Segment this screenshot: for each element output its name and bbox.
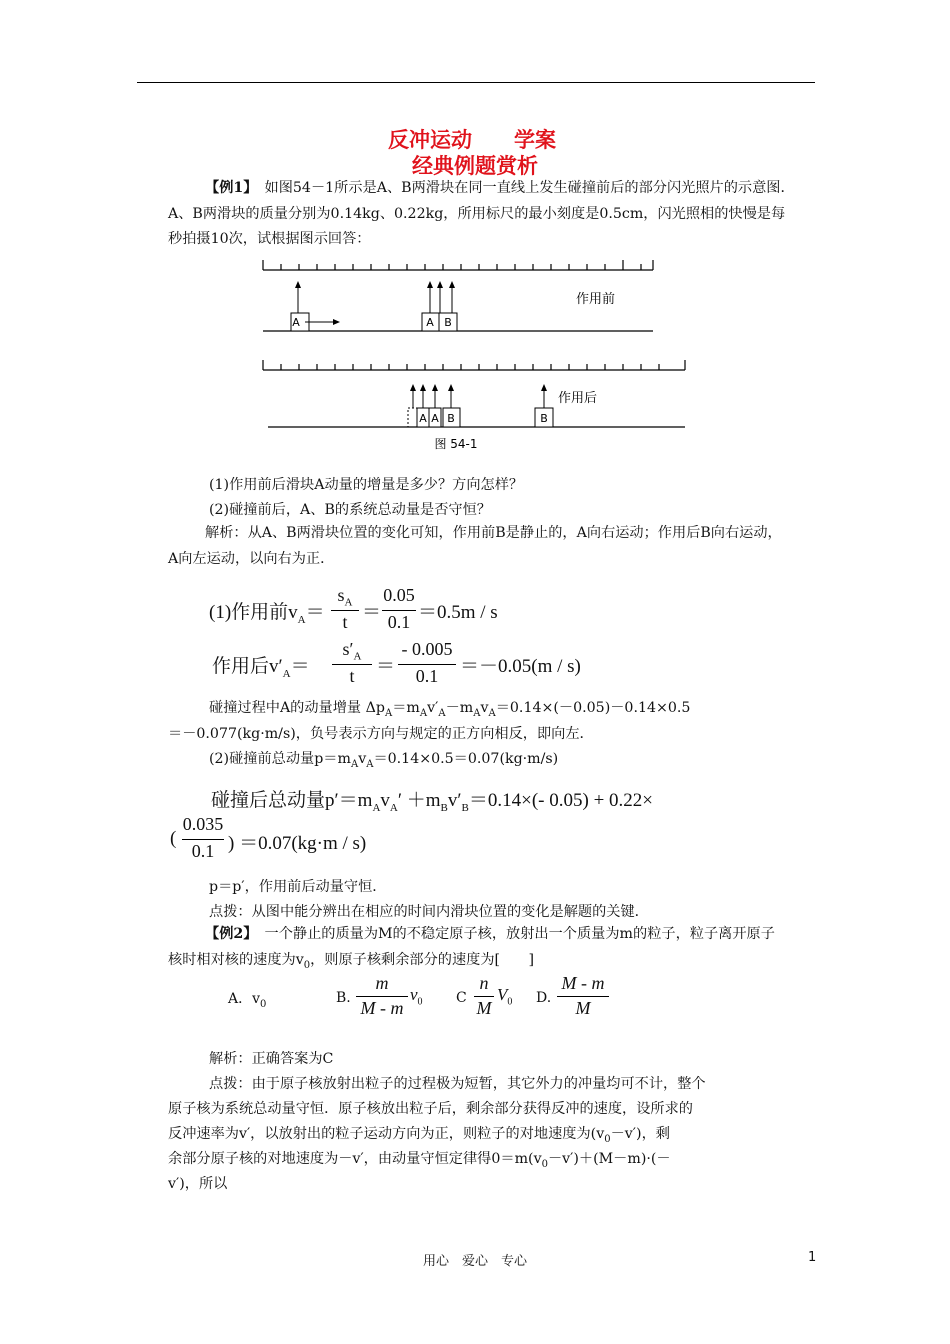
header-rule bbox=[137, 82, 815, 83]
total-before: (2)碰撞前总动量$p=m_Av_A=0.14\times 0.5=0.07(kg\cdot m/s)$ bbox=[209, 751, 559, 770]
eq1-eq2: ＝ bbox=[362, 602, 382, 623]
block-a-after-label-2: A bbox=[431, 412, 439, 425]
total-after-result: ) ＝0.07(kg·m / s) bbox=[228, 833, 367, 854]
block-b-after-label-2: B bbox=[540, 412, 548, 425]
total-after-num: 0.035 bbox=[182, 814, 224, 834]
option-d-num: M - m bbox=[561, 973, 605, 993]
page-number: 1 bbox=[808, 1250, 817, 1265]
option-c-label: C bbox=[456, 990, 467, 1006]
eq2-sub: A bbox=[282, 667, 291, 680]
before-label: 作用前 bbox=[576, 292, 616, 307]
question-2: (2)碰撞前后，A、B的系统总动量是否守恒？ bbox=[209, 502, 491, 518]
blocks-after bbox=[408, 384, 553, 427]
eq2-den2: 0.1 bbox=[415, 666, 439, 686]
total-after-open: ( bbox=[170, 828, 177, 849]
option-b-v: $v_0$ bbox=[410, 985, 423, 1008]
ruler-bottom bbox=[263, 360, 685, 370]
eq2-result: ＝－0.05(m / s) bbox=[460, 656, 581, 677]
momentum-change-line2: ＝－0.077(kg·m/s)，负号表示方向与规定的正方向相反，即向左． bbox=[168, 726, 594, 742]
example2-paragraph: 【例2】 一个静止的质量为M的不稳定原子核，放射出一个质量为m的粒子，粒子离开原子核时相对核的速度为$v_0$，则原子核剩余部分的速度为[ ] bbox=[168, 926, 775, 971]
eq2-eq1: ＝ bbox=[290, 656, 310, 677]
option-a: A．$v_0$ bbox=[228, 991, 267, 1010]
eq1-num2: 0.05 bbox=[383, 585, 415, 605]
option-b-num: m bbox=[375, 973, 389, 993]
analysis-1: 解析：从A、B两滑块位置的变化可知，作用前B是静止的，A向右运动；作用后B向右运动，A向左运动，以向右为正． bbox=[168, 525, 782, 567]
eq1-num1sub: A bbox=[344, 596, 353, 609]
block-b-after-label: B bbox=[447, 412, 455, 425]
tip-1: 点拨：从图中能分辨出在相应的时间内滑块位置的变化是解题的关键． bbox=[209, 904, 649, 920]
doc-title: 反冲运动 学案 bbox=[388, 128, 556, 152]
block-a-label: A bbox=[426, 316, 434, 329]
option-c-v: $V_0$ bbox=[497, 985, 513, 1008]
doc-subtitle: 经典例题赏析 bbox=[412, 154, 538, 178]
eq1-prefix: (1)作用前v bbox=[209, 602, 298, 623]
eq2-den1: t bbox=[349, 666, 355, 686]
option-d-den: M bbox=[575, 998, 591, 1018]
example1-label: 【例1】 bbox=[205, 180, 251, 196]
eq1-num1: s bbox=[337, 585, 345, 605]
momentum-change-line1: 碰撞过程中A的动量增量 $\Delta p_A=m_Av'_A-m_Av_A=0.14\times(-0.05)-0.14\times 0.5$ bbox=[209, 700, 691, 719]
figure-54-1 bbox=[258, 255, 693, 455]
after-label: 作用后 bbox=[558, 391, 598, 406]
block-a-before-label: A bbox=[292, 316, 300, 329]
eq1-result: ＝0.5m / s bbox=[418, 602, 498, 623]
option-c-num: n bbox=[479, 973, 489, 993]
answer-2: 解析：正确答案为C bbox=[209, 1051, 334, 1067]
figure-caption: 图 54-1 bbox=[434, 437, 478, 451]
eq2-eq2: ＝ bbox=[376, 656, 396, 677]
eq2-num1: s′ bbox=[342, 639, 354, 659]
example1-text: 如图54－1所示是A、B两滑块在同一直线上发生碰撞前后的部分闪光照片的示意图． A、B两滑块的质量分别为0.14kg、0.22kg，所用标尺的最小刻度是0.5cm，闪光照相的快慢是每秒拍摄10次，试根据图示回答： bbox=[168, 180, 802, 247]
eq1-sub: A bbox=[297, 613, 306, 626]
option-d-label: D. bbox=[536, 990, 552, 1006]
eq2-prefix: 作用后v′ bbox=[212, 656, 283, 677]
ruler-top bbox=[263, 260, 653, 270]
total-after-den: 0.1 bbox=[191, 841, 215, 861]
block-a-after-label: A bbox=[419, 412, 427, 425]
question-1: (1)作用前后滑块A动量的增量是多少？方向怎样？ bbox=[209, 477, 524, 493]
conclusion-1: p＝p′，作用前后动量守恒． bbox=[209, 879, 387, 895]
eq1-den1: t bbox=[342, 612, 348, 632]
footer-text: 用心 爱心 专心 bbox=[422, 1254, 527, 1269]
eq2-num2: - 0.005 bbox=[401, 639, 453, 659]
eq2-num1sub: A bbox=[353, 650, 362, 663]
eq1-den2: 0.1 bbox=[387, 612, 411, 632]
example2-label: 【例2】 bbox=[205, 926, 251, 942]
eq1-eq1: ＝ bbox=[305, 602, 325, 623]
option-b-den: M - m bbox=[360, 998, 404, 1018]
example1-paragraph bbox=[168, 176, 802, 253]
option-b-label: B. bbox=[336, 990, 351, 1006]
option-c-den: M bbox=[476, 998, 492, 1018]
block-b-label: B bbox=[444, 316, 452, 329]
total-after-line1: 碰撞后总动量$p'=m_Av_A' +m_Bv'_B=0.14\times(-$ 0.05) + 0.22× bbox=[211, 790, 654, 814]
